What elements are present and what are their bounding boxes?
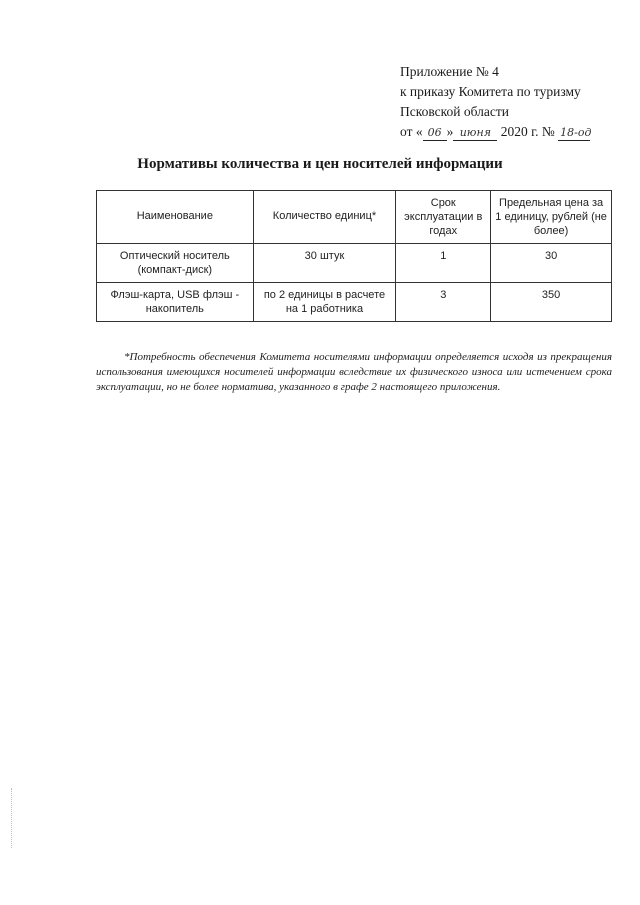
appendix-date-line (400, 122, 625, 142)
header-quantity: Количество единиц* (253, 191, 396, 244)
header-term: Срок эксплуатации в годах (396, 191, 491, 244)
handwritten-month: июня (453, 126, 497, 141)
header-name: Наименование (97, 191, 254, 244)
table-row (97, 244, 612, 283)
date-prefix: от « (400, 124, 423, 139)
cell-price: 350 (491, 283, 612, 322)
date-mid: » (446, 124, 454, 139)
handwritten-doc-number: 18-од (560, 126, 592, 139)
cell-name: Оптический носитель (компакт-диск) (97, 244, 254, 283)
table-header-row (97, 191, 612, 244)
cell-quantity: по 2 единицы в расчете на 1 работника (253, 283, 396, 322)
cell-quantity: 30 штук (253, 244, 396, 283)
footnote: *Потребность обеспечения Комитета носителями информации определяется исходя из прекращения использования имеющихся носителей информации вследствие их физического износа или истечением срока эксплуатации, но не более норматива, указанного в графе 2 настоящего приложения. (96, 351, 612, 393)
date-year: 2020 г. № (497, 124, 559, 139)
norms-table (96, 190, 612, 322)
norms-table-container (96, 190, 612, 322)
appendix-header (400, 62, 625, 142)
cell-price: 30 (491, 244, 612, 283)
appendix-region: Псковской области (400, 104, 510, 119)
appendix-number: Приложение № 4 (400, 64, 499, 79)
appendix-order-ref: к приказу Комитета по туризму (400, 84, 581, 99)
scan-artifact (11, 788, 14, 848)
header-price: Предельная цена за 1 единицу, рублей (не более) (491, 191, 612, 244)
cell-term: 1 (396, 244, 491, 283)
document-title: Нормативы количества и цен носителей информации (137, 156, 503, 172)
cell-term: 3 (396, 283, 491, 322)
handwritten-day: 06 (423, 126, 447, 141)
cell-name: Флэш-карта, USB флэш - накопитель (97, 283, 254, 322)
table-row (97, 283, 612, 322)
